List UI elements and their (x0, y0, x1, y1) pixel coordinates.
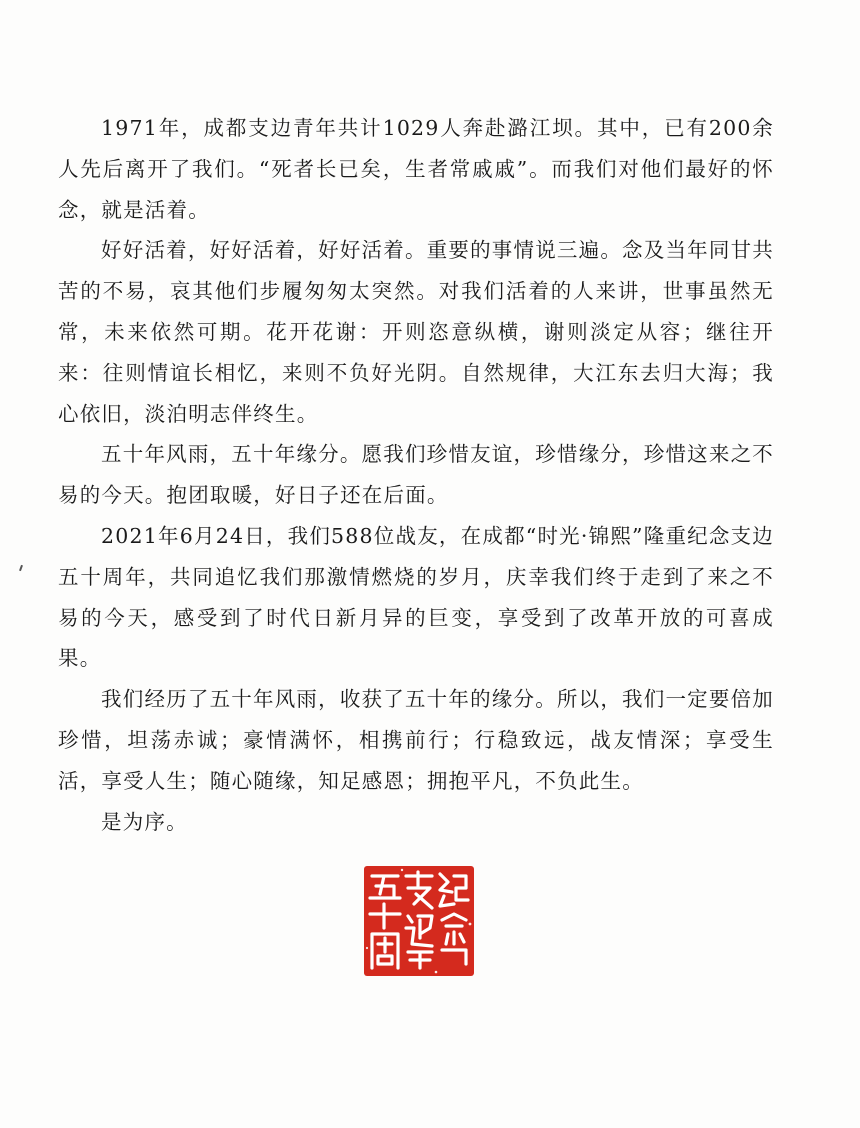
red-seal-stamp (362, 864, 476, 978)
paragraph-3: 五十年风雨，五十年缘分。愿我们珍惜友谊，珍惜缘分，珍惜这来之不易的今天。抱团取暖，好日子还在后面。 (58, 442, 774, 508)
preface-text (58, 108, 774, 842)
scan-speck (19, 565, 23, 571)
paragraph-1: 1971年，成都支边青年共计1029人奔赴潞江坝。其中，已有200余人先后离开了我们。“死者长已矣，生者常戚戚”。而我们对他们最好的怀念，就是活着。 (58, 116, 774, 222)
paragraph-5: 我们经历了五十年风雨，收获了五十年的缘分。所以，我们一定要倍加珍惜，坦荡赤诚；豪情满怀，相携前行；行稳致远，战友情深；享受生活，享受人生；随心随缘，知足感恩；拥抱平凡，不负此生。 (58, 687, 774, 793)
paragraph-2: 好好活着，好好活着，好好活着。重要的事情说三遍。念及当年同甘共苦的不易，哀其他们步履匆匆太突然。对我们活着的人来讲，世事虽然无常，未来依然可期。花开花谢：开则恣意纵横，谢则淡定从容；继往开来：往则情谊长相忆，来则不负好光阴。自然规律，大江东去归大海；我心依旧，淡泊明志伴终生。 (58, 238, 774, 426)
seal-graphic (362, 864, 476, 978)
paragraph-4: 2021年6月24日，我们588位战友，在成都“时光·锦熙”隆重纪念支边五十周年，共同追忆我们那激情燃烧的岁月，庆幸我们终于走到了来之不易的今天，感受到了时代日新月异的巨变，享受到了改革开放的可喜成果。 (58, 523, 774, 671)
closing-line: 是为序。 (101, 809, 188, 834)
